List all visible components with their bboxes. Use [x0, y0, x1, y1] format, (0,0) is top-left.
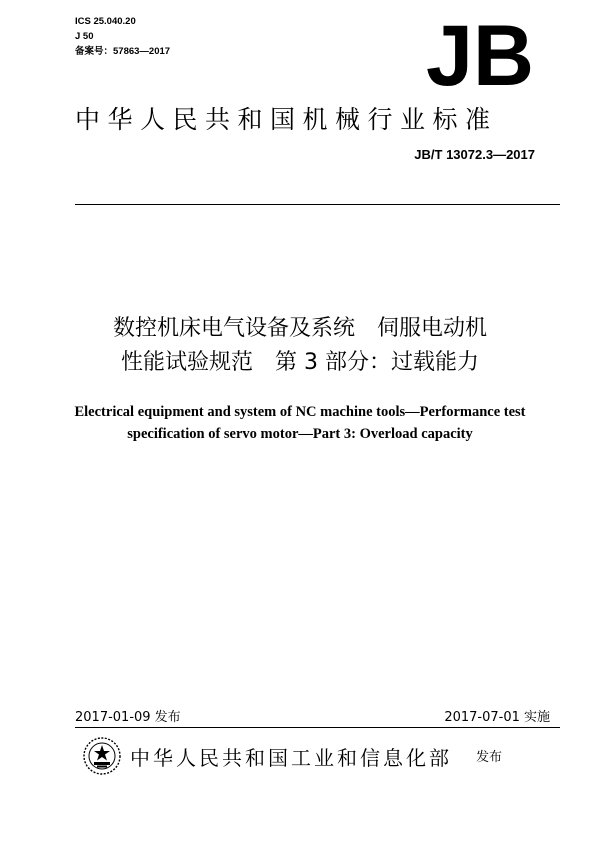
- standard-number: JB/T 13072.3—2017: [414, 147, 535, 162]
- implementation-date: 2017-07-01 实施: [444, 710, 550, 725]
- chinese-title-line-1: 数控机床电气设备及系统 伺服电动机: [112, 316, 487, 341]
- record-number: 备案号：57863—2017: [75, 46, 171, 57]
- classification-block: [75, 14, 170, 59]
- english-title-line-1: Electrical equipment and system of NC machine tools—Performance test: [74, 404, 526, 420]
- english-title-line-2: specification of servo motor—Part 3: Overload capacity: [127, 426, 473, 442]
- publisher-name: 中华人民共和国工业和信息化部: [130, 746, 452, 770]
- ics-code: ICS 25.040.20: [75, 16, 136, 27]
- publish-label: 发布: [476, 750, 503, 765]
- national-emblem-icon: [82, 736, 122, 776]
- header-divider: [75, 204, 560, 205]
- issue-date: 2017-01-09 发布: [75, 710, 181, 725]
- jb-logo: [425, 15, 535, 93]
- chinese-title: [0, 312, 600, 380]
- chinese-title-line-2: 性能试验规范 第 3 部分：过载能力: [121, 350, 479, 375]
- footer-divider: [75, 727, 560, 728]
- ccs-code: J 50: [75, 31, 94, 42]
- english-title: [0, 401, 600, 445]
- jb-logo-text: JB: [426, 15, 534, 93]
- industry-standard-title: 中华人民共和国机械行业标准: [75, 105, 498, 134]
